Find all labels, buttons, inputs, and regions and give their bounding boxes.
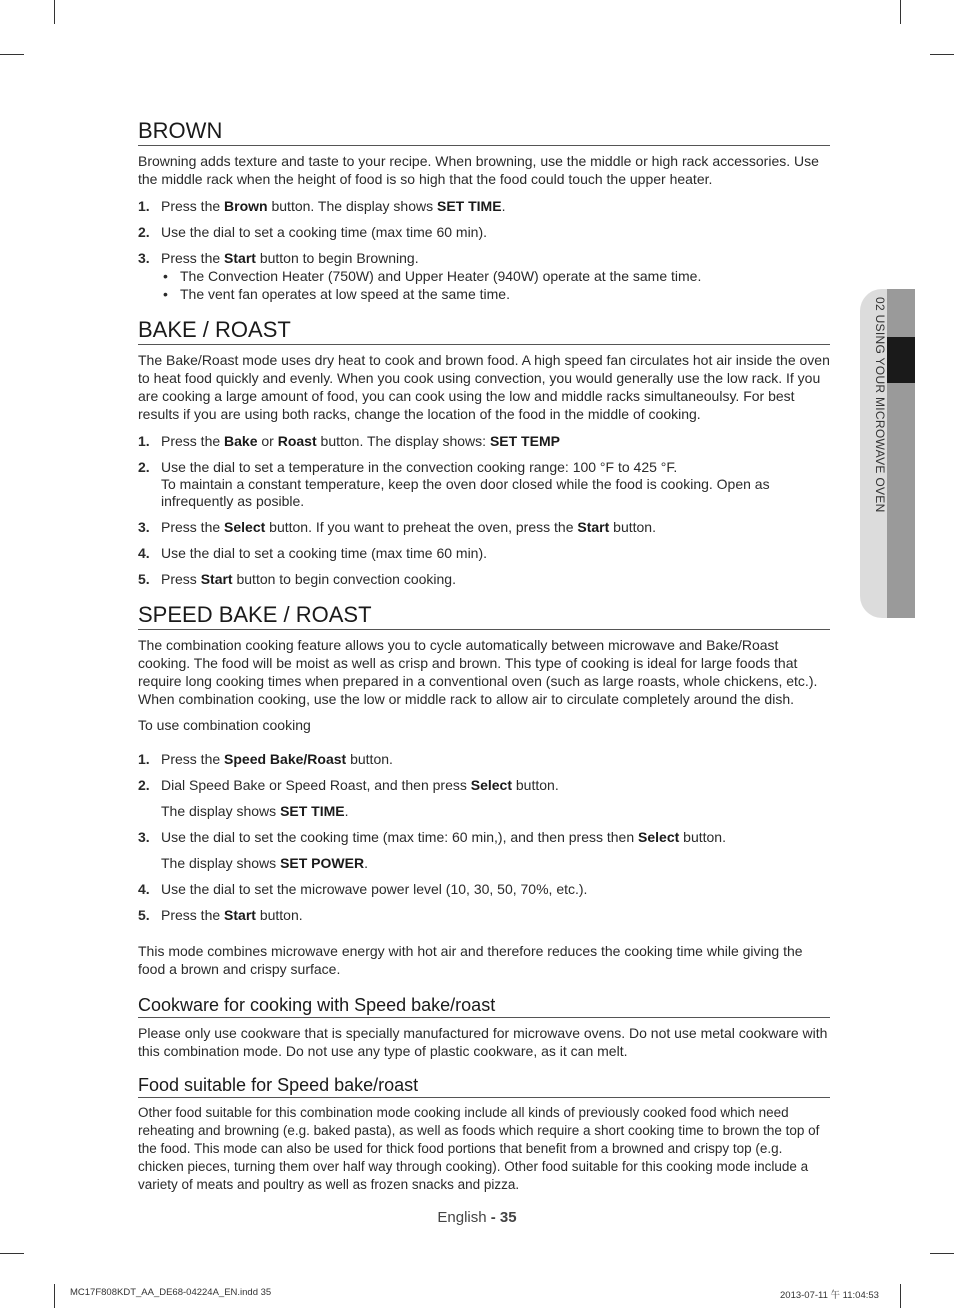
- crop-mark: [900, 1284, 901, 1308]
- brown-bullets: [161, 267, 830, 303]
- step-number: 5.: [138, 907, 150, 923]
- step-keyword: Speed Bake/Roast: [224, 751, 347, 767]
- step-keyword: Start: [224, 250, 256, 266]
- crop-mark: [54, 1284, 55, 1308]
- step-text: Dial Speed Bake or Speed Roast, and then press: [161, 777, 471, 793]
- step-text: button.: [609, 519, 656, 535]
- chapter-tab-label: 02 USING YOUR MICROWAVE OVEN: [873, 297, 887, 513]
- step-number: 3.: [138, 519, 150, 535]
- crop-mark: [930, 1253, 954, 1254]
- step-keyword: SET TIME: [437, 198, 502, 214]
- bake-steps: [138, 432, 830, 588]
- step-keyword: Roast: [277, 433, 317, 449]
- step-text: Use the dial to set a cooking time (max time 60 min).: [161, 224, 488, 240]
- step-keyword: Start: [224, 907, 256, 923]
- section-title-brown: BROWN: [138, 118, 830, 146]
- step-text: button.: [255, 907, 303, 923]
- display-note: [138, 802, 830, 820]
- step-number: 1.: [138, 198, 150, 214]
- step-number: 1.: [138, 433, 150, 449]
- bullet-item: • The Convection Heater (750W) and Upper Heater (940W) operate at the same time.: [161, 267, 830, 285]
- footer-separator: -: [486, 1209, 500, 1226]
- step-text: Press the: [161, 250, 225, 266]
- page-content: [138, 118, 830, 1194]
- step-keyword: Select: [224, 519, 266, 535]
- step-text: Press: [161, 571, 201, 587]
- list-item: [138, 518, 830, 536]
- step-text: Press the: [161, 433, 225, 449]
- step-text: button to begin convection cooking.: [232, 571, 456, 587]
- subsection-title-cookware: Cookware for cooking with Speed bake/roast: [138, 994, 830, 1018]
- crop-mark: [0, 54, 24, 55]
- brown-intro: Browning adds texture and taste to your recipe. When browning, use the middle or high rack accessories. Use the middle rack when the height of food is so high that the food could touch the upper heater.: [138, 153, 819, 187]
- step-keyword: Bake: [224, 433, 258, 449]
- list-item: [138, 750, 830, 768]
- speed-steps: [138, 750, 830, 794]
- brown-steps: [138, 197, 830, 303]
- food-text: Other food suitable for this combination mode cooking include all kinds of previously cooked food which need reheating and browning (e.g. baked pasta), as well as foods which require a short cooking time to brown the top of the food. This mode can also be used for thick food portions that benefit from a browned and crispy top (e.g. chicken pieces, turning them over half way through cooking). Other food suitable for this cooking mode include a variety of meats and poultry as well as frozen snacks and pizza.: [138, 1105, 820, 1192]
- cookware-text: Please only use cookware that is specially manufactured for microwave ovens. Do not use metal cookware with this combination mode. Do not use any type of plastic cookware, as it can melt.: [138, 1025, 828, 1059]
- step-text: Use the dial to set a cooking time (max time 60 min).: [161, 545, 488, 561]
- step-text: Press the: [161, 907, 225, 923]
- speed-steps-cont: [138, 828, 830, 846]
- list-item: [138, 458, 830, 510]
- crop-mark: [930, 54, 954, 55]
- list-item: [138, 828, 830, 846]
- step-note: To maintain a constant temperature, keep the oven door closed while the food is cooking. Open as infrequently as posible.: [161, 476, 770, 509]
- step-number: 2.: [138, 777, 150, 793]
- step-keyword: Start: [200, 571, 233, 587]
- step-keyword: Start: [577, 519, 610, 535]
- crop-mark: [54, 0, 55, 24]
- display-note: [138, 854, 830, 872]
- list-item: [138, 197, 830, 215]
- step-keyword: Brown: [224, 198, 268, 214]
- step-text: Use the dial to set a temperature in the convection cooking range: 100 °F to 425 °F.: [161, 459, 678, 475]
- note-text: The display shows: [161, 803, 281, 819]
- step-text: Press the: [161, 519, 225, 535]
- section-title-bake-roast: BAKE / ROAST: [138, 317, 830, 345]
- bake-intro: The Bake/Roast mode uses dry heat to cook and brown food. A high speed fan circulates hot air inside the oven to heat food quickly and evenly. When you cook using convection, you would generally use the low rack. If you are cooking a large amount of food, you can cook using the low and middle racks simultaneoulsy. For best results if you are using both racks, change the location of the food in the middle of cooking.: [138, 352, 830, 422]
- imprint-datetime: 2013-07-11 午 11:04:53: [780, 1290, 879, 1301]
- crop-mark: [900, 0, 901, 24]
- section-title-speed-bake-roast: SPEED BAKE / ROAST: [138, 602, 830, 630]
- step-text: button. The display shows: [267, 198, 437, 214]
- list-item: [138, 906, 830, 924]
- step-number: 4.: [138, 545, 150, 561]
- step-text: Use the dial to set the microwave power level (10, 30, 50, 70%, etc.).: [161, 881, 588, 897]
- step-text: button.: [512, 777, 559, 793]
- step-text: button. If you want to preheat the oven, press the: [265, 519, 578, 535]
- step-text: button. The display shows:: [316, 433, 490, 449]
- footer-page-num: 35: [499, 1209, 517, 1226]
- list-item: [138, 223, 830, 241]
- step-keyword: SET TEMP: [489, 433, 560, 449]
- step-keyword: Select: [470, 777, 512, 793]
- step-text: Press the: [161, 751, 225, 767]
- note-text: .: [364, 855, 368, 871]
- page-number: [0, 1209, 954, 1226]
- step-text: or: [257, 433, 278, 449]
- list-item: [138, 249, 830, 303]
- list-item: [138, 544, 830, 562]
- step-number: 2.: [138, 224, 150, 240]
- step-number: 3.: [138, 829, 150, 845]
- step-text: Press the: [161, 198, 225, 214]
- speed-lead: To use combination cooking: [138, 717, 311, 733]
- imprint-file: MC17F808KDT_AA_DE68-04224A_EN.indd 35: [70, 1287, 272, 1298]
- crop-mark: [0, 1253, 24, 1254]
- step-text: button to begin Browning.: [255, 250, 419, 266]
- step-number: 5.: [138, 571, 150, 587]
- note-text: The display shows: [161, 855, 281, 871]
- step-number: 2.: [138, 459, 150, 475]
- step-number: 3.: [138, 250, 150, 266]
- list-item: [138, 432, 830, 450]
- footer-language: English: [437, 1209, 487, 1226]
- note-keyword: SET TIME: [280, 803, 345, 819]
- step-keyword: Select: [638, 829, 680, 845]
- note-text: .: [344, 803, 349, 819]
- speed-intro: The combination cooking feature allows you to cycle automatically between microwave and Bake/Roast cooking. The food will be moist as well as crisp and brown. This type of cooking is ideal for large foods that require long cooking times when prepared in a conventional oven (such as large roasts, whole chickens, etc.). When combination cooking, use the low or middle rack to allow air to circulate completely around the dish.: [138, 637, 818, 707]
- speed-outro: This mode combines microwave energy with hot air and therefore reduces the cooking time while giving the food a brown and crispy surface.: [138, 943, 803, 977]
- step-text: button.: [679, 829, 726, 845]
- step-text: button.: [346, 751, 393, 767]
- bullet-item: • The vent fan operates at low speed at the same time.: [161, 285, 830, 303]
- step-text: Use the dial to set the cooking time (max time: 60 min,), and then press then: [161, 829, 639, 845]
- step-number: 1.: [138, 751, 150, 767]
- step-text: .: [501, 198, 506, 214]
- list-item: [138, 880, 830, 898]
- list-item: [138, 776, 830, 794]
- speed-steps-end: [138, 880, 830, 924]
- step-number: 4.: [138, 881, 150, 897]
- list-item: [138, 570, 830, 588]
- note-keyword: SET POWER: [280, 855, 365, 871]
- subsection-title-food: Food suitable for Speed bake/roast: [138, 1074, 830, 1098]
- chapter-tab-marker: [887, 337, 915, 383]
